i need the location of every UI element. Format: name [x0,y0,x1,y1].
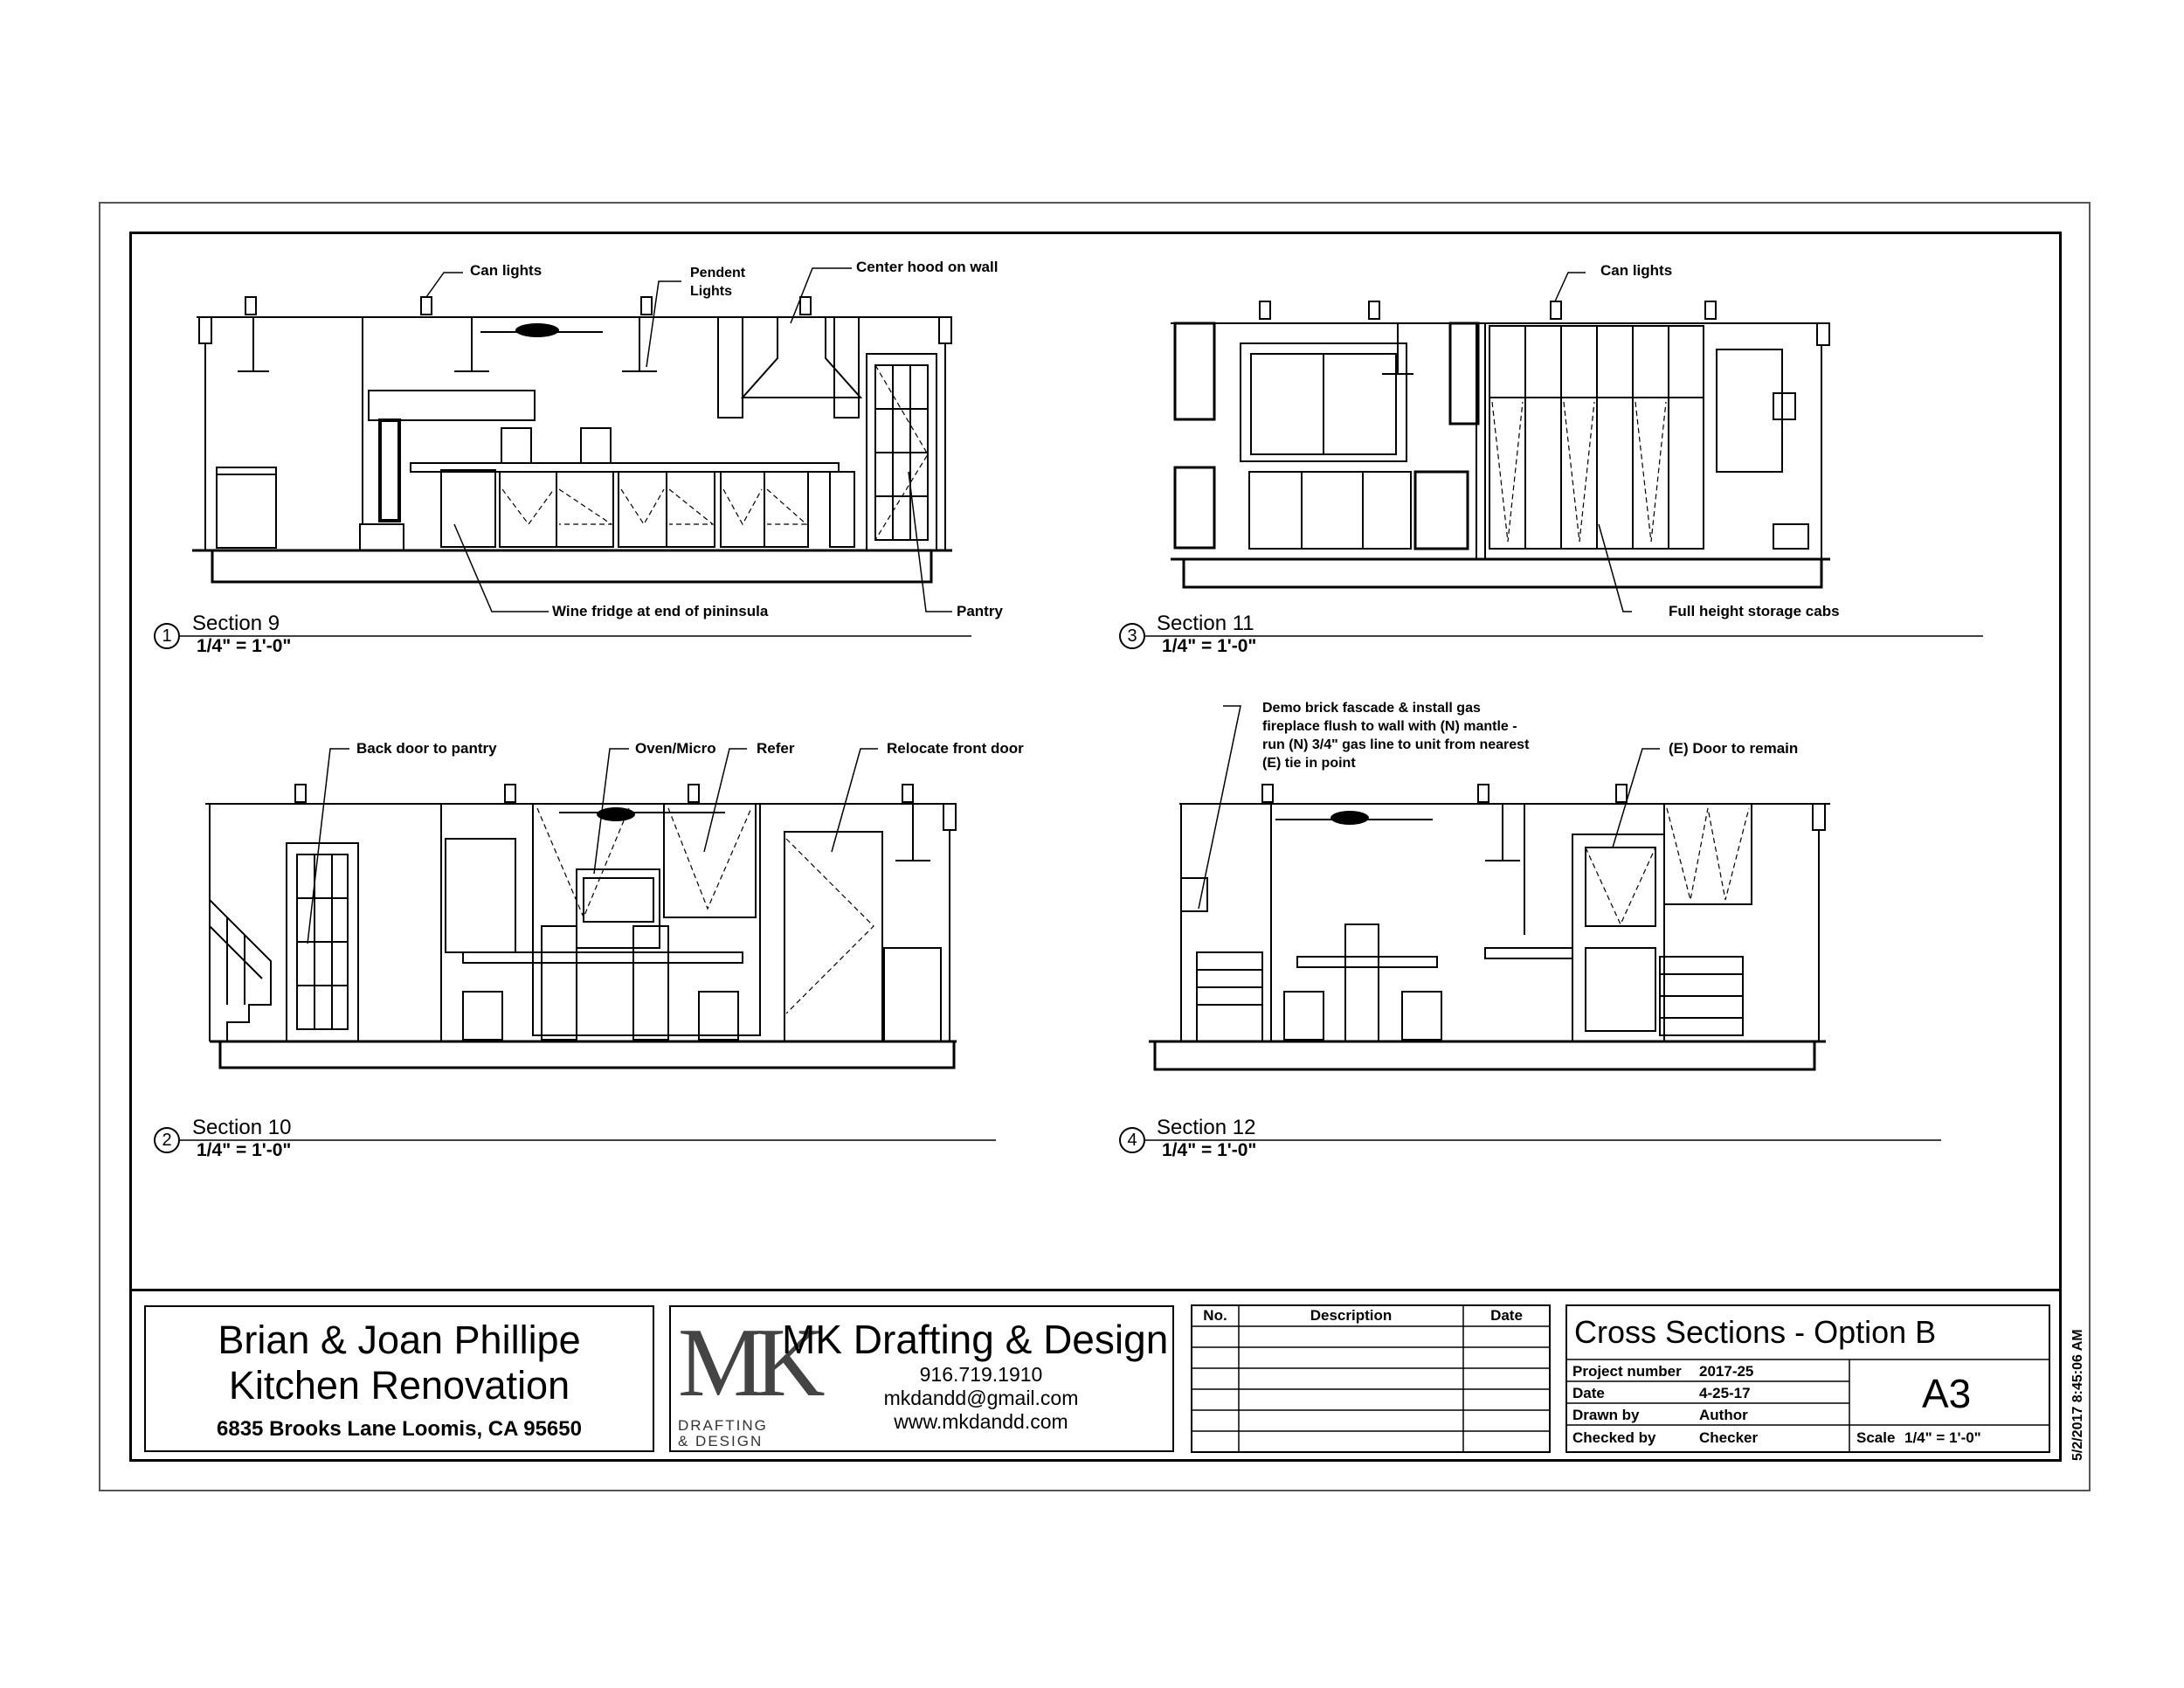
project-name: Kitchen Renovation [228,1363,570,1408]
drawn-by-label: Drawn by [1572,1407,1640,1423]
firm-info-box [669,1305,1174,1452]
firm-contact [793,1363,1169,1434]
scale-value: 1/4" = 1'-0" [1904,1429,1981,1446]
section-scale: 1/4" = 1'-0" [1162,636,1257,656]
print-timestamp: 5/2/2017 8:45:06 AM [2070,1329,2085,1461]
section-title-underlines [179,636,1983,1140]
section-number-badge: 2 [154,1127,180,1153]
revision-header-no: No. [1203,1307,1227,1324]
date-value: 4-25-17 [1699,1385,1751,1401]
annotation-wine-fridge: Wine fridge at end of pininsula [552,603,769,619]
client-name: Brian & Joan Phillipe [218,1318,581,1362]
sheet-title: Cross Sections - Option B [1574,1314,1937,1350]
firm-logo-sub: & DESIGN [678,1433,764,1449]
client-info-box [144,1305,654,1452]
drawn-by-value: Author [1699,1407,1748,1423]
date-label: Date [1572,1385,1605,1401]
annotation-pantry: Pantry [957,603,1003,619]
revision-header-date: Date [1490,1307,1523,1324]
annotation-refer: Refer [757,740,795,757]
firm-phone: 916.719.1910 [919,1363,1043,1386]
annotation-can-lights: Can lights [1600,262,1673,279]
annotation-can-lights: Can lights [470,262,543,279]
section-number-badge: 1 [154,623,180,649]
section-title: Section 10 [192,1116,292,1139]
client-address: 6835 Brooks Lane Loomis, CA 95650 [217,1417,582,1441]
checked-by-label: Checked by [1572,1429,1656,1446]
firm-logo-mark: MK [678,1309,815,1417]
section-11-drawing [1171,301,1830,587]
annotation-back-door: Back door to pantry [356,740,497,757]
sheet-number: A3 [1922,1371,1972,1416]
section-10-drawing [205,785,957,1068]
project-number-label: Project number [1572,1363,1682,1380]
section-number-badge: 4 [1119,1127,1145,1153]
scale-label: Scale [1856,1429,1896,1446]
firm-email: mkdandd@gmail.com [883,1387,1079,1409]
firm-logo-sub: DRAFTING [678,1417,768,1434]
section-12-drawing [1149,785,1830,1069]
section-title: Section 11 [1157,612,1254,635]
firm-website: www.mkdandd.com [894,1410,1068,1433]
section-title: Section 9 [192,612,280,635]
annotation-full-height-cabs: Full height storage cabs [1669,603,1840,619]
revision-table-grid [1192,1305,1550,1452]
checked-by-value: Checker [1699,1429,1759,1446]
annotation-demo-brick: Demo brick fascade & install gas fireplace flush to wall with (N) mantle - run (N) 3/4" gas line to unit from nearest (E) tie in point [1262,701,1530,771]
section-number-badge: 3 [1119,623,1145,649]
annotation-door-remain: (E) Door to remain [1669,740,1799,757]
firm-logo [678,1309,815,1450]
annotation-pendent-lights: Pendent Lights [690,266,746,299]
section-scale: 1/4" = 1'-0" [197,1140,292,1160]
section-9-drawing [192,297,952,582]
section-scale: 1/4" = 1'-0" [197,636,292,656]
annotation-oven-micro: Oven/Micro [635,740,716,757]
annotation-center-hood: Center hood on wall [856,259,999,275]
section-scale: 1/4" = 1'-0" [1162,1140,1257,1160]
section-title: Section 12 [1157,1116,1256,1139]
project-number: 2017-25 [1699,1363,1754,1380]
revision-header-description: Description [1310,1307,1393,1324]
firm-name: MK Drafting & Design [782,1317,1169,1362]
annotation-relocate-door: Relocate front door [887,740,1024,757]
